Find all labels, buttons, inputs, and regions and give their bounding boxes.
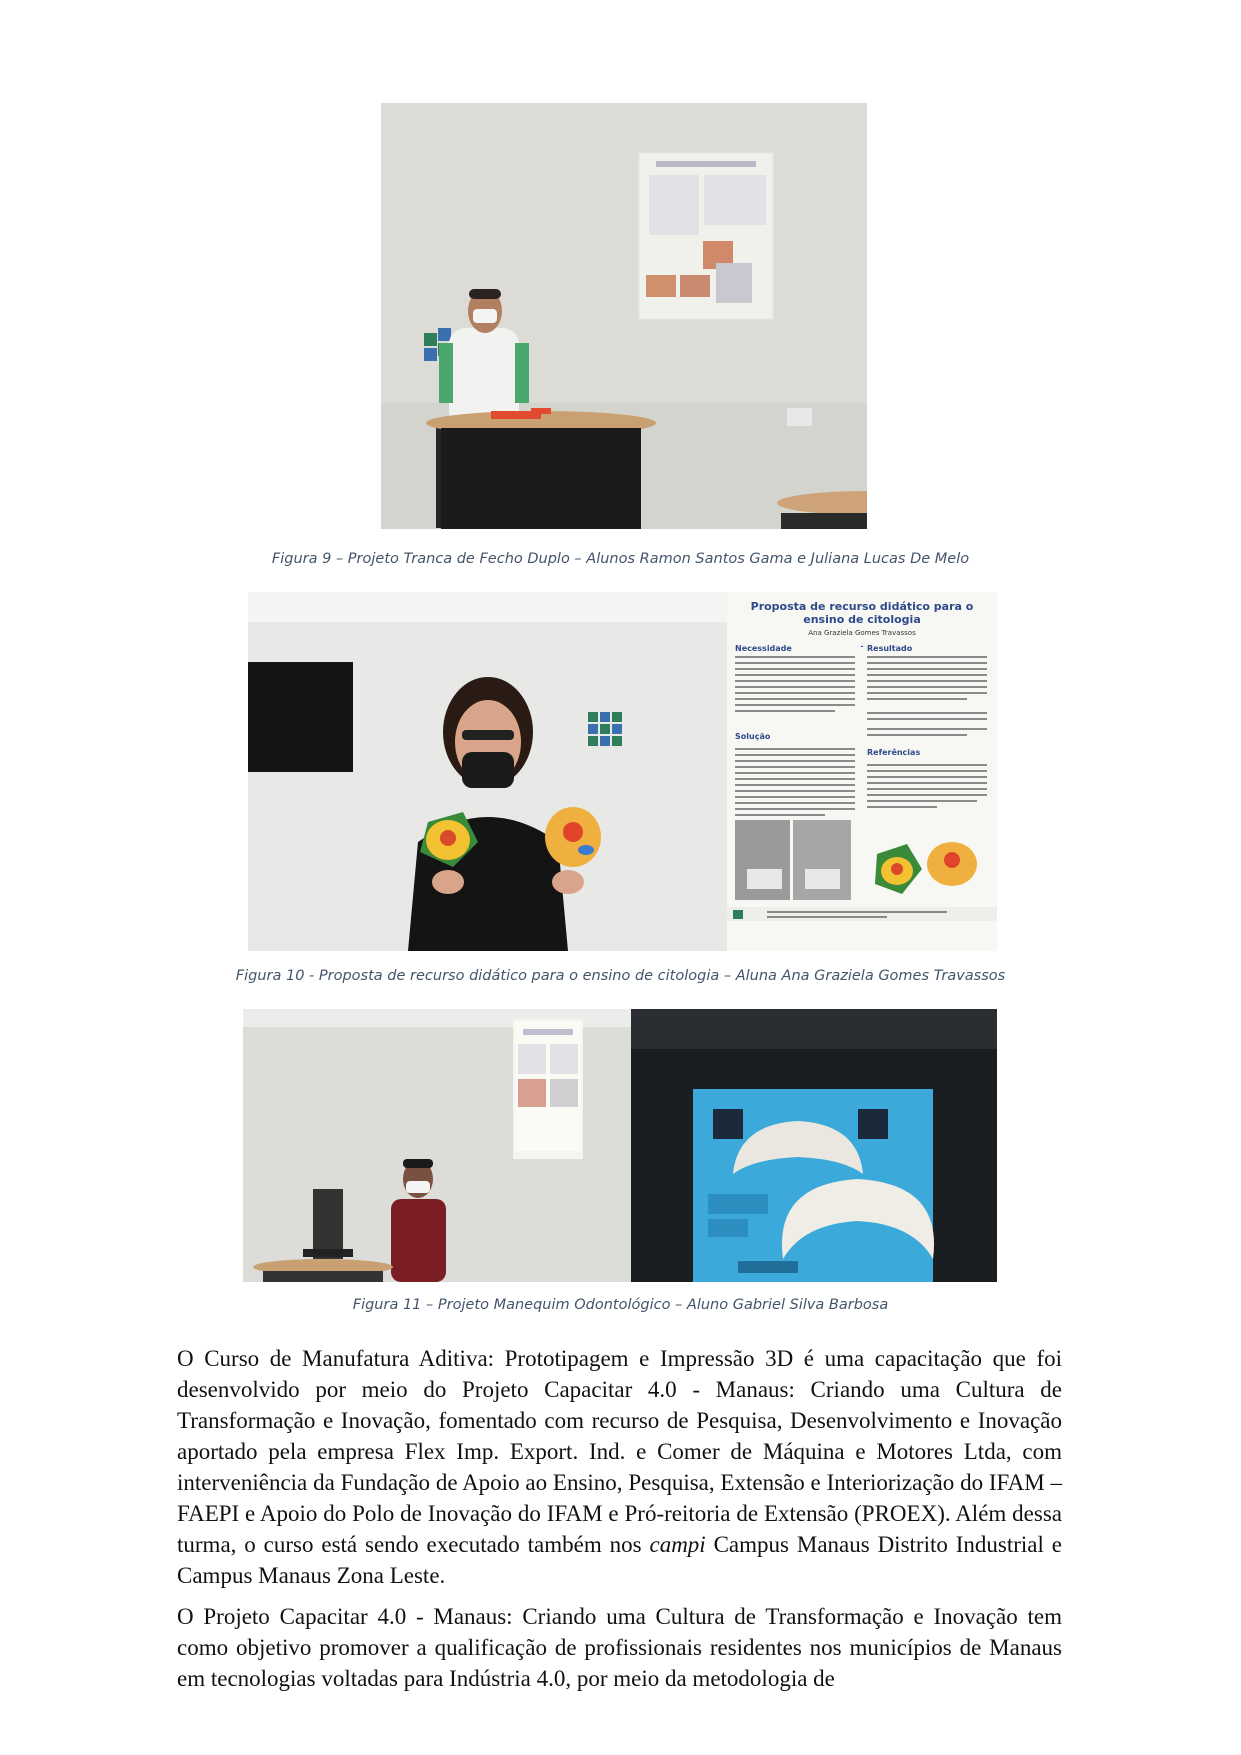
figure-9-caption: Figura 9 – Projeto Tranca de Fecho Duplo – Alunos Ramon Santos Gama e Juliana Lucas De Melo bbox=[271, 551, 970, 567]
paragraph-1 bbox=[177, 1343, 1062, 1591]
poster-title: Proposta de recurso didático para o ensino de citologia bbox=[750, 600, 974, 626]
paragraph-1-text: O Curso de Manufatura Aditiva: Prototipagem e Impressão 3D é uma capacitação que foi desenvolvido por meio do Projeto Capacitar 4.0 - Manaus: Criando uma Cultura de Transformação e Inovação, fomentado com recurso de Pesquisa, Desenvolvimento e Inovação aportado pela empresa Flex Imp. Export. Ind. e Comer de Máquina e Motores Ltda, com interveniência da Fundação de Apoio ao Ensino, Pesquisa, Extensão e Interiorização do IFAM – FAEPI e Apoio do Polo de Inovação do IFAM e Pró-reitoria de Extensão (PROEX). Além dessa turma, o curso está sendo executado também nos bbox=[177, 1346, 1062, 1557]
poster-section-resultado: Resultado bbox=[867, 644, 913, 653]
figure-11-photo bbox=[243, 1009, 997, 1282]
figure-10-poster bbox=[727, 592, 997, 951]
paragraph-2: O Projeto Capacitar 4.0 - Manaus: Criando uma Cultura de Transformação e Inovação tem como objetivo promover a qualificação de profissionais residentes nos municípios de Manaus em tecnologias voltadas para Indústria 4.0, por meio da metodologia de bbox=[177, 1604, 1062, 1691]
paragraph-1-italic: campi bbox=[649, 1532, 706, 1557]
poster-images bbox=[727, 814, 997, 921]
figure-11-caption: Figura 11 – Projeto Manequim Odontológico – Aluno Gabriel Silva Barbosa bbox=[352, 1297, 889, 1313]
poster-author: Ana Graziela Gomes Travassos bbox=[808, 629, 916, 637]
poster-section-necessidade: Necessidade bbox=[735, 644, 792, 653]
figure-10-caption: Figura 10 - Proposta de recurso didático para o ensino de citologia – Aluna Ana Graziela Gomes Travassos bbox=[235, 968, 1006, 984]
paragraph-1-text-end: Campus Manaus Distrito Industrial e Campus Manaus Zona Leste. bbox=[177, 1532, 1062, 1588]
figure-10-photo bbox=[248, 592, 727, 951]
poster-section-solucao: Solução bbox=[735, 732, 771, 741]
body-text bbox=[177, 1343, 1062, 1694]
poster-section-referencias: Referências bbox=[867, 748, 921, 757]
figure-9-photo bbox=[381, 103, 867, 529]
